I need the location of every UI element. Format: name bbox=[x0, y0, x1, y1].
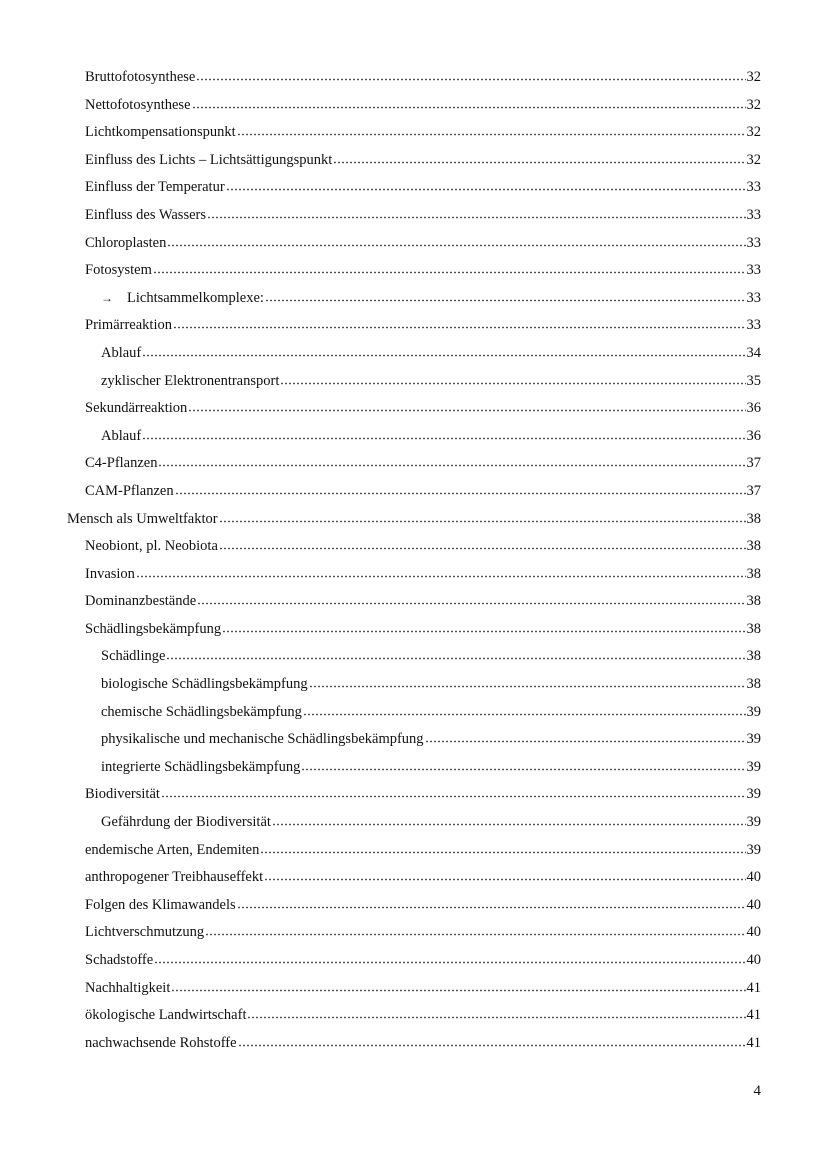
toc-entry-title: endemische Arten, Endemiten bbox=[85, 841, 260, 858]
dot-leader bbox=[205, 924, 745, 936]
dot-leader bbox=[222, 621, 745, 633]
dot-leader bbox=[226, 179, 746, 191]
toc-entry-page: 32 bbox=[746, 124, 761, 141]
toc-entry-title: Einfluss der Temperatur bbox=[85, 179, 225, 196]
dot-leader bbox=[219, 511, 746, 523]
toc-entry-title: C4-Pflanzen bbox=[85, 455, 158, 472]
toc-entry[interactable] bbox=[0, 1030, 761, 1058]
toc-entry-title: zyklischer Elektronentransport bbox=[101, 372, 280, 389]
dot-leader bbox=[192, 97, 746, 109]
toc-entry[interactable] bbox=[0, 202, 761, 230]
toc-entry[interactable] bbox=[0, 478, 761, 506]
toc-entry-page: 33 bbox=[746, 317, 761, 334]
toc-entry[interactable] bbox=[0, 726, 761, 754]
toc-entry[interactable] bbox=[0, 257, 761, 285]
toc-entry-title: Chloroplasten bbox=[85, 234, 167, 251]
dot-leader bbox=[265, 290, 746, 302]
toc-entry-title: Sekundärreaktion bbox=[85, 400, 188, 417]
toc-entry-page: 40 bbox=[746, 952, 761, 968]
toc-entry[interactable] bbox=[0, 864, 761, 892]
toc-entry[interactable] bbox=[0, 919, 761, 947]
dot-leader bbox=[167, 235, 745, 247]
toc-entry[interactable] bbox=[0, 312, 761, 340]
dot-leader bbox=[272, 814, 746, 826]
toc-entry-title: Bruttofotosynthese bbox=[85, 69, 196, 85]
toc-entry-title: chemische Schädlingsbekämpfung bbox=[101, 703, 302, 720]
toc-entry-title: Primärreaktion bbox=[85, 317, 172, 334]
toc-entry-title: Ablauf bbox=[101, 427, 142, 444]
dot-leader bbox=[303, 704, 746, 716]
toc-entry-page: 41 bbox=[746, 1007, 761, 1024]
toc-entry[interactable] bbox=[0, 781, 761, 809]
toc-entry-page: 41 bbox=[746, 979, 761, 996]
toc-entry[interactable] bbox=[0, 561, 761, 589]
dot-leader bbox=[136, 566, 746, 578]
toc-entry-page: 40 bbox=[746, 869, 761, 886]
toc-entry-page: 32 bbox=[746, 69, 761, 85]
toc-entry-page: 39 bbox=[746, 703, 761, 720]
dot-leader bbox=[280, 373, 745, 385]
toc-entry[interactable] bbox=[0, 174, 761, 202]
toc-entry-title: integrierte Schädlingsbekämpfung bbox=[101, 758, 301, 775]
toc-entry-title: Biodiversität bbox=[85, 786, 160, 803]
toc-entry[interactable] bbox=[0, 147, 761, 175]
toc-entry[interactable] bbox=[0, 423, 761, 451]
toc-entry-page: 38 bbox=[746, 565, 761, 582]
toc-entry[interactable] bbox=[0, 699, 761, 727]
toc-entry-page: 34 bbox=[746, 344, 761, 361]
toc-entry[interactable] bbox=[0, 947, 761, 975]
toc-entry-page: 37 bbox=[746, 455, 761, 472]
toc-entry-page: 33 bbox=[746, 179, 761, 196]
toc-entry-title: CAM-Pflanzen bbox=[85, 482, 174, 499]
dot-leader bbox=[161, 786, 746, 798]
toc-entry-page: 36 bbox=[746, 427, 761, 444]
dot-leader bbox=[219, 538, 746, 550]
toc-entry[interactable] bbox=[0, 230, 761, 258]
dot-leader bbox=[425, 731, 746, 743]
toc-entry[interactable] bbox=[0, 340, 761, 368]
toc-entry-title: ökologische Landwirtschaft bbox=[85, 1007, 247, 1024]
toc-entry-title: Lichtkompensationspunkt bbox=[85, 124, 236, 141]
toc-entry[interactable] bbox=[0, 533, 761, 561]
toc-entry[interactable] bbox=[0, 754, 761, 782]
dot-leader bbox=[142, 345, 745, 357]
toc-entry-title: Invasion bbox=[85, 565, 135, 582]
toc-entry-title: Nachhaltigkeit bbox=[85, 979, 171, 996]
dot-leader bbox=[197, 593, 745, 605]
dot-leader bbox=[142, 428, 745, 440]
toc-entry[interactable] bbox=[0, 64, 761, 92]
dot-leader bbox=[175, 483, 746, 495]
dot-leader bbox=[247, 1007, 745, 1019]
toc-entry[interactable] bbox=[0, 616, 761, 644]
toc-entry-title: Schadstoffe bbox=[85, 952, 154, 968]
toc-entry-title: biologische Schädlingsbekämpfung bbox=[101, 676, 308, 693]
dot-leader bbox=[309, 676, 746, 688]
toc-entry-page: 38 bbox=[746, 538, 761, 555]
toc-entry-page: 40 bbox=[746, 924, 761, 941]
dot-leader bbox=[188, 400, 745, 412]
dot-leader bbox=[333, 152, 745, 164]
toc-entry[interactable] bbox=[0, 975, 761, 1003]
toc-entry-title: Schädlinge bbox=[101, 648, 166, 665]
toc-entry[interactable] bbox=[0, 119, 761, 147]
toc-entry-title: Mensch als Umweltfaktor bbox=[67, 510, 218, 527]
toc-entry-title: Ablauf bbox=[101, 344, 142, 361]
toc-entry[interactable] bbox=[0, 643, 761, 671]
table-of-contents bbox=[0, 64, 828, 1057]
toc-entry-page: 39 bbox=[746, 786, 761, 803]
dot-leader bbox=[196, 69, 745, 81]
toc-entry-title: Fotosystem bbox=[85, 262, 152, 279]
toc-entry-page: 38 bbox=[746, 593, 761, 610]
dot-leader bbox=[171, 980, 745, 992]
toc-entry-page: 32 bbox=[746, 96, 761, 113]
arrow-right-icon: → bbox=[101, 290, 113, 305]
toc-entry-page: 39 bbox=[746, 814, 761, 831]
toc-entry-page: 37 bbox=[746, 482, 761, 499]
dot-leader bbox=[207, 207, 746, 219]
toc-entry-title: Lichtverschmutzung bbox=[85, 924, 205, 941]
dot-leader bbox=[166, 648, 745, 660]
toc-entry-title: Folgen des Klimawandels bbox=[85, 896, 236, 913]
toc-entry-title: Dominanzbestände bbox=[85, 593, 197, 610]
toc-entry-title: Gefährdung der Biodiversität bbox=[101, 814, 271, 831]
toc-entry-page: 39 bbox=[746, 731, 761, 748]
toc-entry-title: anthropogener Treibhauseffekt bbox=[85, 869, 264, 886]
toc-entry[interactable] bbox=[0, 809, 761, 837]
toc-entry-page: 36 bbox=[746, 400, 761, 417]
toc-entry-title: Einfluss des Wassers bbox=[85, 206, 206, 223]
toc-entry-title: Schädlingsbekämpfung bbox=[85, 620, 222, 637]
toc-entry[interactable] bbox=[0, 837, 761, 865]
page-number: 4 bbox=[753, 1083, 761, 1099]
toc-entry-page: 32 bbox=[746, 151, 761, 168]
dot-leader bbox=[237, 897, 746, 909]
toc-entry-page: 38 bbox=[746, 510, 761, 527]
toc-entry-page: 33 bbox=[746, 206, 761, 223]
toc-entry-page: 35 bbox=[746, 372, 761, 389]
dot-leader bbox=[260, 842, 745, 854]
dot-leader bbox=[173, 317, 746, 329]
toc-entry[interactable] bbox=[0, 506, 761, 534]
toc-entry[interactable] bbox=[0, 671, 761, 699]
dot-leader bbox=[238, 1035, 746, 1047]
toc-entry-title: nachwachsende Rohstoffe bbox=[85, 1034, 237, 1051]
toc-entry-page: 39 bbox=[746, 758, 761, 775]
toc-entry[interactable] bbox=[0, 395, 761, 423]
dot-leader bbox=[264, 869, 745, 881]
toc-entry-page: 38 bbox=[746, 676, 761, 693]
toc-entry-page: 33 bbox=[746, 262, 761, 279]
toc-entry-page: 40 bbox=[746, 896, 761, 913]
dot-leader bbox=[301, 759, 745, 771]
toc-entry[interactable] bbox=[0, 588, 761, 616]
toc-entry-title: Neobiont, pl. Neobiota bbox=[85, 538, 218, 555]
toc-entry[interactable] bbox=[0, 892, 761, 920]
toc-entry-page: 39 bbox=[746, 841, 761, 858]
toc-entry-page: 41 bbox=[746, 1034, 761, 1051]
toc-entry[interactable] bbox=[0, 1002, 761, 1030]
toc-entry[interactable] bbox=[0, 450, 761, 478]
toc-entry-page: 38 bbox=[746, 648, 761, 665]
toc-entry-page: 33 bbox=[746, 234, 761, 251]
toc-entry-title: physikalische und mechanische Schädlingsbekämpfung bbox=[101, 731, 424, 748]
dot-leader bbox=[158, 455, 745, 467]
toc-entry-title: Einfluss des Lichts – Lichtsättigungspunkt bbox=[85, 151, 333, 168]
toc-entry[interactable] bbox=[0, 285, 761, 313]
toc-entry-title: Lichtsammelkomplexe: bbox=[127, 289, 264, 306]
toc-entry-title: Nettofotosynthese bbox=[85, 96, 191, 113]
dot-leader bbox=[237, 124, 746, 136]
toc-entry[interactable] bbox=[0, 92, 761, 120]
toc-entry-page: 33 bbox=[746, 289, 761, 306]
dot-leader bbox=[153, 262, 746, 274]
toc-entry-page: 38 bbox=[746, 620, 761, 637]
dot-leader bbox=[154, 952, 745, 964]
toc-entry[interactable] bbox=[0, 368, 761, 396]
